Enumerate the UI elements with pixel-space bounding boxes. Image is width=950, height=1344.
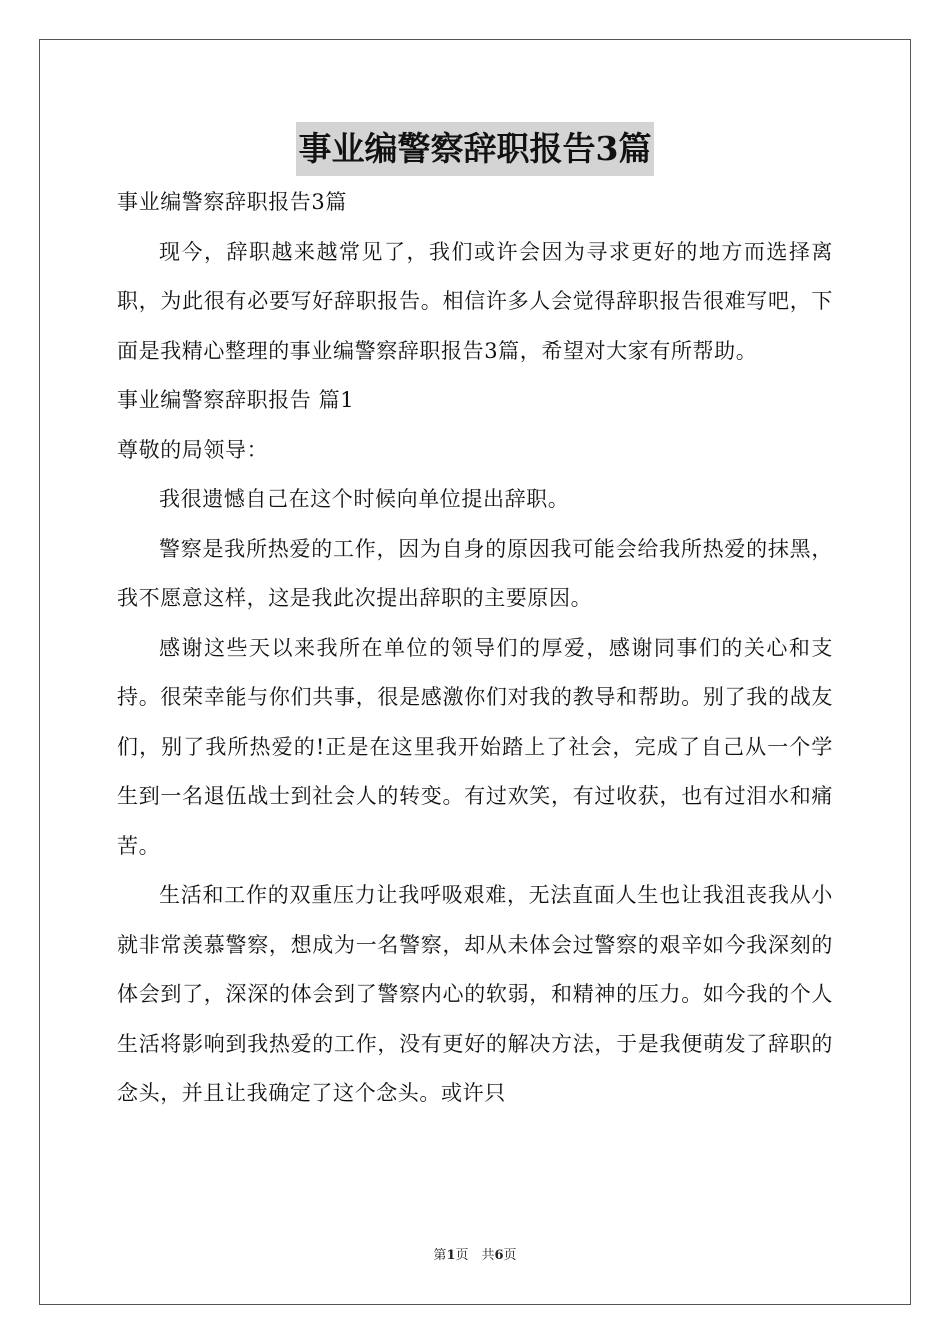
page-label-mid: 页 共 [455, 1248, 495, 1263]
paragraph-intro: 现今，辞职越来越常见了，我们或许会因为寻求更好的地方而选择离职，为此很有必要写好辞职报告。相信许多人会觉得辞职报告很难写吧，下面是我精心整理的事业编警察辞职报告3篇，希望对大家有所帮助。 [117, 239, 833, 363]
paragraph-body-2: 警察是我所热爱的工作，因为自身的原因我可能会给我所热爱的抹黑，我不愿意这样，这是我此次提出辞职的主要原因。 [117, 536, 833, 610]
paragraph-body-1: 我很遗憾自己在这个时候向单位提出辞职。 [159, 487, 570, 511]
paragraph-salutation: 尊敬的局领导： [117, 437, 269, 462]
page-label-prefix: 第 [433, 1248, 447, 1263]
paragraph-section-heading: 事业编警察辞职报告 篇1 [117, 388, 355, 412]
document-body [117, 178, 833, 1119]
paragraph-body-4: 生活和工作的双重压力让我呼吸艰难，无法直面人生也让我沮丧我从小就非常羡慕警察，想成为一名警察，却从未体会过警察的艰辛如今我深刻的体会到了，深深的体会到了警察内心的软弱，和精神的压力。如今我的个人生活将影响到我热爱的工作，没有更好的解决方法，于是我便萌发了辞职的念头，并且让我确定了这个念头。或许只 [117, 883, 833, 1105]
page-current-number: 1 [446, 1248, 456, 1263]
page-label-suffix: 页 [503, 1248, 517, 1263]
paragraph-body-3: 感谢这些天以来我所在单位的领导们的厚爱，感谢同事们的关心和支持。很荣幸能与你们共事，很是感激你们对我的教导和帮助。别了我的战友们，别了我所热爱的!正是在这里我开始踏上了社会，完成了自己从一个学生到一名退伍战士到社会人的转变。有过欢笑，有过收获，也有过泪水和痛苦。 [117, 635, 833, 858]
page-total-number: 6 [494, 1248, 504, 1263]
title-wrap [0, 122, 950, 176]
page-footer [0, 1244, 950, 1263]
document-title: 事业编警察辞职报告3篇 [296, 122, 655, 176]
paragraph-subtitle: 事业编警察辞职报告3篇 [117, 190, 347, 214]
